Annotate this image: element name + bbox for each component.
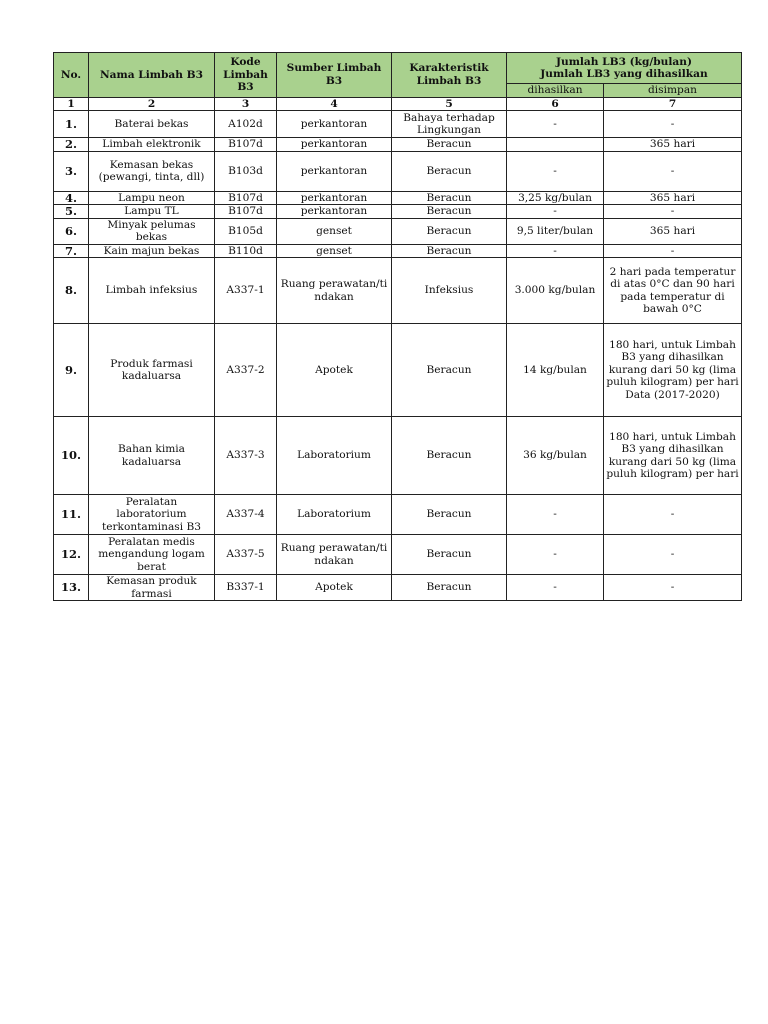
column-number: 7	[604, 97, 742, 111]
header-karakteristik: Karakteristik Limbah B3	[392, 53, 507, 98]
table-cell-kode: B107d	[215, 138, 277, 152]
table-cell-dihasilkan: -	[507, 151, 604, 191]
table-cell-no: 4.	[54, 191, 89, 205]
table-cell-disimpan: 2 hari pada temperatur di atas 0°C dan 90 hari pada temperatur di bawah 0°C	[604, 258, 742, 324]
table-cell-sumber: genset	[277, 218, 392, 244]
table-cell-no: 1.	[54, 111, 89, 138]
table-cell-kode: B337-1	[215, 575, 277, 601]
column-number: 4	[277, 97, 392, 111]
table-cell-nama: Limbah infeksius	[89, 258, 215, 324]
table-cell-kode: A337-2	[215, 324, 277, 417]
table-cell-no: 8.	[54, 258, 89, 324]
table-cell-dihasilkan: 3,25 kg/bulan	[507, 191, 604, 205]
table-cell-no: 6.	[54, 218, 89, 244]
table-cell-disimpan: -	[604, 151, 742, 191]
table-cell-sumber: Laboratorium	[277, 495, 392, 535]
table-row	[54, 324, 742, 417]
table-cell-sumber: genset	[277, 244, 392, 258]
table-cell-no: 11.	[54, 495, 89, 535]
table-cell-disimpan: -	[604, 111, 742, 138]
table-cell-sumber: Ruang perawatan/tindakan	[277, 535, 392, 575]
table-cell-kode: A102d	[215, 111, 277, 138]
table-cell-disimpan: -	[604, 575, 742, 601]
header-jumlah-line2: Jumlah LB3 yang dihasilkan	[540, 68, 708, 80]
table-cell-disimpan: -	[604, 205, 742, 219]
table-cell-karakteristik: Beracun	[392, 417, 507, 495]
table-cell-karakteristik: Beracun	[392, 535, 507, 575]
table-cell-dihasilkan: -	[507, 575, 604, 601]
table-cell-nama: Kemasan bekas (pewangi, tinta, dll)	[89, 151, 215, 191]
header-disimpan: disimpan	[604, 84, 742, 98]
table-cell-karakteristik: Beracun	[392, 205, 507, 219]
table-cell-karakteristik: Infeksius	[392, 258, 507, 324]
table-cell-karakteristik: Beracun	[392, 575, 507, 601]
table-cell-no: 7.	[54, 244, 89, 258]
table-cell-karakteristik: Beracun	[392, 218, 507, 244]
table-cell-disimpan: 365 hari	[604, 191, 742, 205]
table-cell-karakteristik: Beracun	[392, 138, 507, 152]
table-row	[54, 138, 742, 152]
table-cell-disimpan: 180 hari, untuk Limbah B3 yang dihasilkan kurang dari 50 kg (lima puluh kilogram) per hari	[604, 417, 742, 495]
table-row	[54, 191, 742, 205]
table-cell-disimpan: 365 hari	[604, 218, 742, 244]
table-row	[54, 575, 742, 601]
table-cell-karakteristik: Beracun	[392, 324, 507, 417]
document-page	[53, 52, 742, 601]
table-cell-karakteristik: Beracun	[392, 151, 507, 191]
header-jumlah-lb3	[507, 53, 742, 84]
table-cell-nama: Limbah elektronik	[89, 138, 215, 152]
header-jumlah-line1: Jumlah LB3 (kg/bulan)	[555, 55, 692, 68]
table-row	[54, 244, 742, 258]
table-cell-disimpan: 365 hari	[604, 138, 742, 152]
table-row	[54, 495, 742, 535]
table-cell-kode: B110d	[215, 244, 277, 258]
table-cell-nama: Peralatan laboratorium terkontaminasi B3	[89, 495, 215, 535]
table-cell-dihasilkan: 14 kg/bulan	[507, 324, 604, 417]
table-cell-karakteristik: Bahaya terhadap Lingkungan	[392, 111, 507, 138]
table-cell-no: 2.	[54, 138, 89, 152]
table-cell-kode: B107d	[215, 205, 277, 219]
header-kode-limbah: Kode Limbah B3	[215, 53, 277, 98]
table-row	[54, 218, 742, 244]
table-cell-nama: Bahan kimia kadaluarsa	[89, 417, 215, 495]
table-cell-nama: Lampu neon	[89, 191, 215, 205]
table-cell-kode: B105d	[215, 218, 277, 244]
table-cell-kode: A337-5	[215, 535, 277, 575]
table-cell-sumber: Apotek	[277, 324, 392, 417]
table-cell-nama: Baterai bekas	[89, 111, 215, 138]
table-row	[54, 417, 742, 495]
column-number: 3	[215, 97, 277, 111]
table-cell-nama: Minyak pelumas bekas	[89, 218, 215, 244]
table-cell-dihasilkan: -	[507, 111, 604, 138]
table-row	[54, 111, 742, 138]
table-cell-disimpan: 180 hari, untuk Limbah B3 yang dihasilkan kurang dari 50 kg (lima puluh kilogram) per hari Data (2017-2020)	[604, 324, 742, 417]
table-cell-dihasilkan: -	[507, 205, 604, 219]
table-cell-disimpan: -	[604, 535, 742, 575]
table-cell-karakteristik: Beracun	[392, 244, 507, 258]
table-cell-dihasilkan: -	[507, 495, 604, 535]
header-nama-limbah: Nama Limbah B3	[89, 53, 215, 98]
table-cell-dihasilkan: -	[507, 244, 604, 258]
header-no: No.	[54, 53, 89, 98]
column-number: 5	[392, 97, 507, 111]
table-cell-dihasilkan: -	[507, 535, 604, 575]
table-cell-sumber: perkantoran	[277, 191, 392, 205]
table-cell-no: 12.	[54, 535, 89, 575]
table-cell-sumber: perkantoran	[277, 138, 392, 152]
table-cell-nama: Kain majun bekas	[89, 244, 215, 258]
table-cell-sumber: perkantoran	[277, 205, 392, 219]
table-cell-dihasilkan	[507, 138, 604, 152]
table-cell-disimpan: -	[604, 244, 742, 258]
table-cell-kode: B103d	[215, 151, 277, 191]
limbah-b3-table	[53, 52, 742, 601]
table-body	[54, 97, 742, 601]
header-sumber-limbah: Sumber Limbah B3	[277, 53, 392, 98]
table-cell-sumber: Laboratorium	[277, 417, 392, 495]
column-number: 2	[89, 97, 215, 111]
table-cell-no: 9.	[54, 324, 89, 417]
table-cell-kode: A337-4	[215, 495, 277, 535]
table-cell-kode: A337-3	[215, 417, 277, 495]
table-cell-sumber: perkantoran	[277, 151, 392, 191]
column-number: 1	[54, 97, 89, 111]
table-cell-nama: Peralatan medis mengandung logam berat	[89, 535, 215, 575]
table-header	[54, 53, 742, 98]
table-cell-sumber: Ruang perawatan/tindakan	[277, 258, 392, 324]
table-row	[54, 258, 742, 324]
table-cell-kode: A337-1	[215, 258, 277, 324]
table-cell-no: 10.	[54, 417, 89, 495]
header-dihasilkan: dihasilkan	[507, 84, 604, 98]
table-row	[54, 205, 742, 219]
table-cell-dihasilkan: 3.000 kg/bulan	[507, 258, 604, 324]
table-cell-no: 13.	[54, 575, 89, 601]
column-number: 6	[507, 97, 604, 111]
column-number-row	[54, 97, 742, 111]
table-cell-karakteristik: Beracun	[392, 495, 507, 535]
table-cell-karakteristik: Beracun	[392, 191, 507, 205]
table-cell-dihasilkan: 9,5 liter/bulan	[507, 218, 604, 244]
table-cell-kode: B107d	[215, 191, 277, 205]
table-cell-dihasilkan: 36 kg/bulan	[507, 417, 604, 495]
table-row	[54, 151, 742, 191]
table-cell-no: 3.	[54, 151, 89, 191]
table-cell-disimpan: -	[604, 495, 742, 535]
table-cell-nama: Kemasan produk farmasi	[89, 575, 215, 601]
table-cell-sumber: Apotek	[277, 575, 392, 601]
table-cell-no: 5.	[54, 205, 89, 219]
table-cell-nama: Lampu TL	[89, 205, 215, 219]
table-cell-sumber: perkantoran	[277, 111, 392, 138]
table-row	[54, 535, 742, 575]
table-cell-nama: Produk farmasi kadaluarsa	[89, 324, 215, 417]
